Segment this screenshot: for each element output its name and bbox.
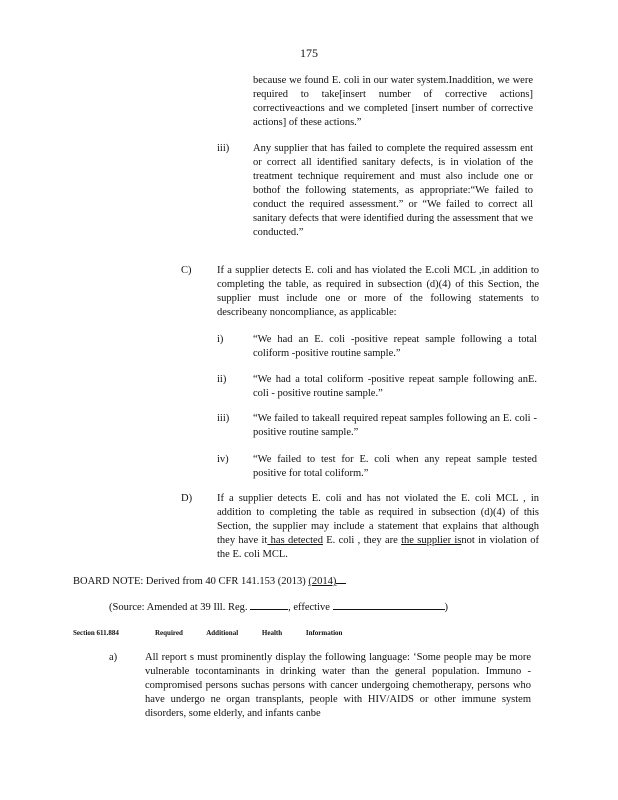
sub-item-text: “We failed to test for E. coli when any repeat sample tested positive for total coliform.” — [253, 454, 537, 479]
item-c-label: C) — [181, 265, 192, 276]
item-d-text-part: not in violation of the E. coli MCL. — [217, 535, 539, 560]
item-d-text — [217, 492, 539, 562]
item-d-text-part: If a supplier detects E. coli and has not violated the E. coli MCL , in addition to completing the table as required in subsection (d)(4) of this Section, the supplier may include a statement that explains that although they have it — [217, 493, 539, 546]
sub-item-label: i) — [217, 334, 224, 345]
board-note-inserted-year: (2014) — [308, 576, 337, 587]
item-d-inserted-text: the supplier is — [401, 535, 462, 546]
source-effective-text: , effective — [288, 602, 330, 613]
sub-item-text: “We had a total coliform -positive repeat sample following anE. coli - positive routine sample.” — [253, 374, 537, 399]
sub-item-text: “We had an E. coli -positive repeat sample following a total coliform -positive routine sample.” — [253, 334, 537, 359]
section-title: Required Additional Health Information — [155, 629, 343, 637]
sub-item-label: iii) — [217, 413, 230, 424]
continued-paragraph: because we found E. coli in our water system.Inaddition, we were required to take[insert number of corrective actions] correctiveactions and we completed [insert number of corrective actions] of these actions.” — [253, 75, 533, 128]
section-number: Section 611.884 — [73, 629, 119, 637]
effective-date-blank — [333, 599, 445, 610]
page-number: 175 — [300, 46, 318, 60]
source-text: (Source: Amended at 39 Ill. Reg. — [109, 602, 248, 613]
sub-item-label: ii) — [217, 374, 227, 385]
source-close-paren: ) — [444, 602, 449, 613]
item-d-inserted-text: has detected — [267, 535, 323, 546]
item-iii-text: Any supplier that has failed to complete the required assessm ent or correct all identified sanitary defects, is in violation of the treatment technique requirement and must also include one or bothof the following statements, as appropriate:“We failed to conduct the required assessment.” or “We failed to correct all sanitary defects that were identified during the assessment that we conducted.” — [253, 143, 533, 238]
item-a-text: All report s must prominently display the following language: ‘Some people may be more vulnerable tocontaminants in drinking water than the general population. Immuno -compromised persons suchas persons with cancer undergoing chemotherapy, persons who have undergo ne organ transplants, people with HIV/AIDS or other immune system disorders, some elderly, and infants canbe — [145, 652, 531, 719]
sub-item-label: iv) — [217, 454, 229, 465]
sub-item-text: “We failed to takeall required repeat samples following an E. coli -positive routine sample.” — [253, 413, 537, 438]
item-a-label: a) — [109, 652, 118, 663]
board-note-blank — [336, 573, 346, 584]
item-c-text: If a supplier detects E. coli and has violated the E.coli MCL ,in addition to completing the table, as required in subsection (d)(4) of this Section, the supplier must include one or more of the following statements to describeany noncompliance, as applicable: — [217, 265, 539, 318]
board-note — [73, 573, 553, 589]
source-note — [109, 599, 579, 615]
register-blank — [250, 599, 288, 610]
item-iii-label: iii) — [217, 143, 230, 154]
board-note-text: BOARD NOTE: Derived from 40 CFR 141.153 (2013) — [73, 576, 309, 587]
item-d-label: D) — [181, 493, 193, 504]
item-d-text-part: E. coli , they are — [322, 535, 402, 546]
